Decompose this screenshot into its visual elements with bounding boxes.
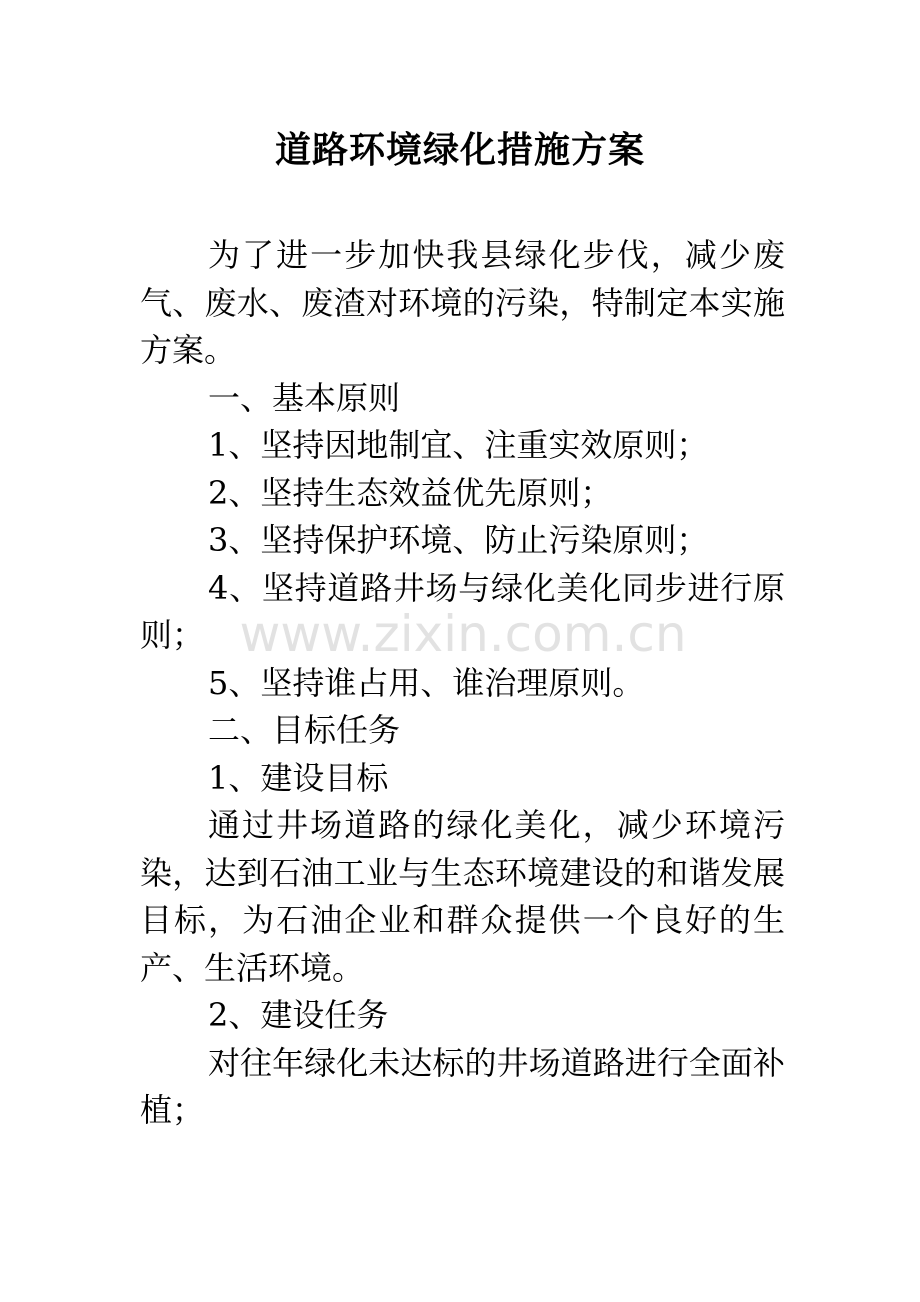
subheading-construction-goal: 1、建设目标 [208, 758, 389, 797]
principle-item-3: 3、坚持保护环境、防止污染原则； [208, 521, 709, 559]
principle-item-1: 1、坚持因地制宜、注重实效原则； [208, 426, 709, 464]
document-body [140, 232, 785, 1135]
principle-item-5: 5、坚持谁占用、谁治理原则。 [208, 663, 645, 702]
subheading-construction-task: 2、建设任务 [208, 996, 389, 1034]
heading-basic-principles: 一、基本原则 [208, 378, 401, 417]
paragraph-intro: 为了进一步加快我县绿化步伐，减少废气、废水、废渣对环境的污染，特制定本实施方案。 [140, 236, 785, 369]
principle-item-4: 4、坚持道路井场与绿化美化同步进行原则； [140, 568, 785, 654]
paragraph-construction-goal: 通过井场道路的绿化美化，减少环境污染，达到石油工业与生态环境建设的和谐发展目标，为石油企业和群众提供一个良好的生产、生活环境。 [140, 806, 785, 987]
principle-item-2: 2、坚持生态效益优先原则； [208, 473, 613, 512]
heading-goals-tasks: 二、目标任务 [208, 711, 401, 749]
watermark-text: www.zixin.com.cn [239, 605, 687, 663]
document-title: 道路环境绿化措施方案 [274, 129, 645, 171]
paragraph-construction-task: 对往年绿化未达标的井场道路进行全面补植； [140, 1043, 785, 1129]
